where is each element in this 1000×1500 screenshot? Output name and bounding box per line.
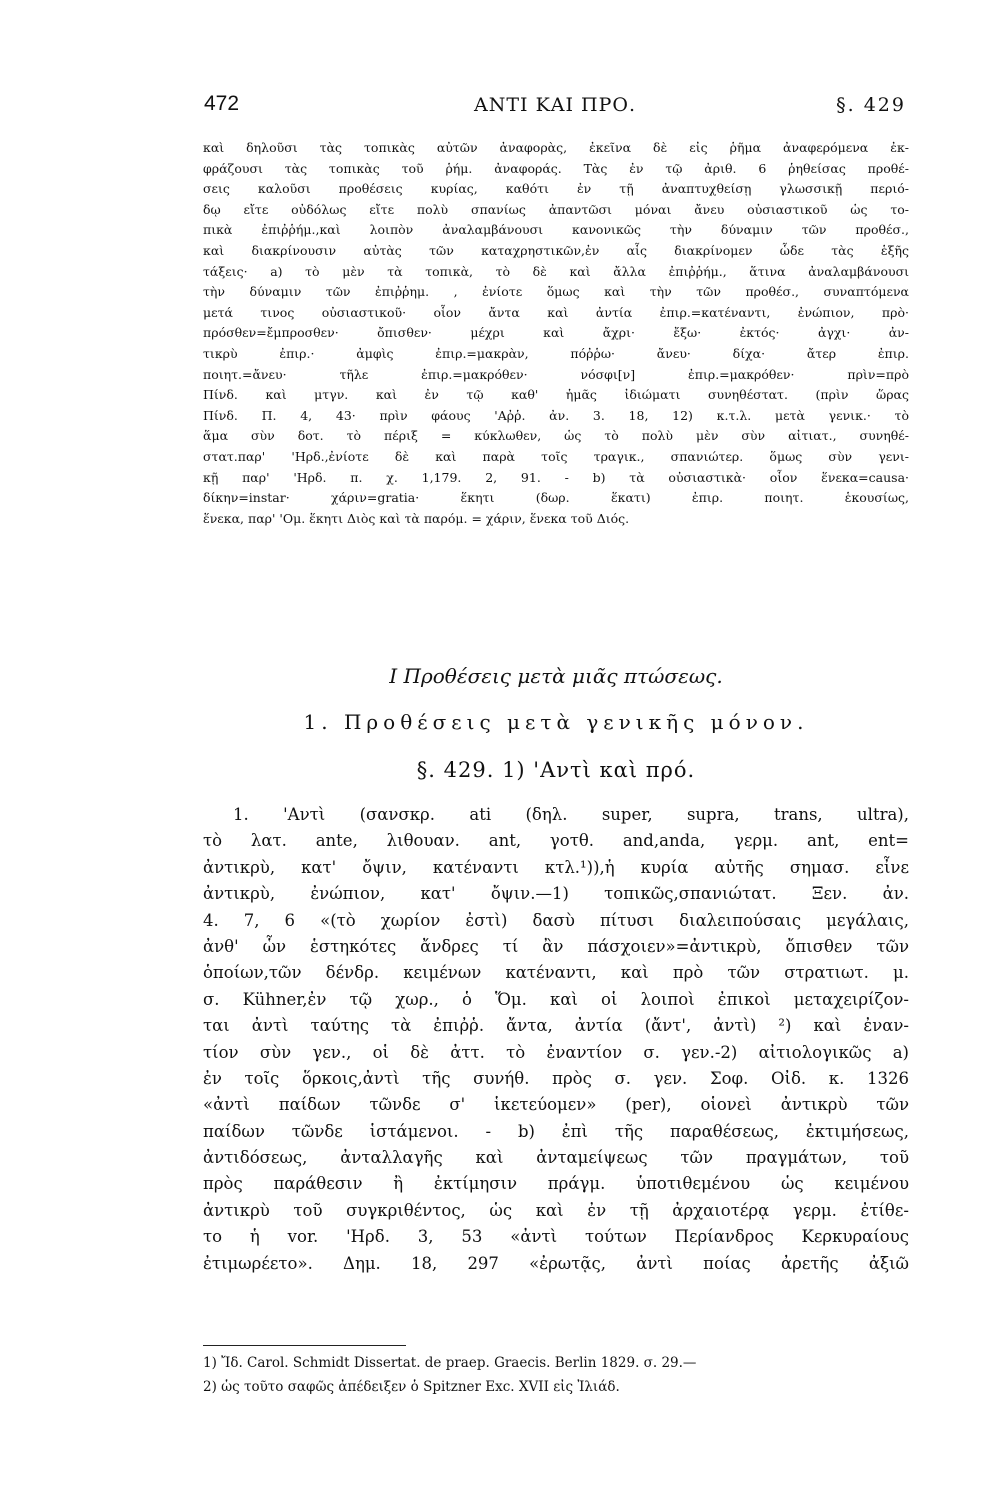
text-line: σ. Kühner,ἐν τῷ χωρ., ὁ Ὅμ. καὶ οἱ λοιποὶ ἐπικοὶ μεταχειρίζον- — [203, 989, 909, 1009]
text-line: ἐν τοῖς ὅρκοις,ἀντὶ τῆς συνήθ. πρὸς σ. γεν. Σοφ. Οἰδ. κ. 1326 — [203, 1068, 909, 1088]
page-number: 472 — [204, 92, 240, 115]
text-line: ἕνεκα, παρ' 'Ομ. ἕκητι Διὸς καὶ τὰ παρόμ. = χάριν, ἕνεκα τοῦ Διός. — [203, 510, 630, 526]
running-header — [204, 92, 906, 128]
text-line: στατ.παρ' 'Ηρδ.,ἐνίοτε δὲ καὶ παρὰ τοῖς τραγικ., σπανιώτερ. ὅμως σὺν γενι- — [203, 448, 909, 464]
text-line: σεις καλοῦσι προθέσεις κυρίας, καθότι ἐν τῇ ἀναπτυχθείσῃ γλωσσικῇ περιό- — [203, 181, 909, 197]
text-line: παίδων τῶνδε ἱστάμενοι. - b) ἐπὶ τῆς παραθέσεως, ἐκτιμήσεως, — [203, 1121, 909, 1141]
text-line: ἀντικρὺ, κατ' ὄψιν, κατέναντι κτλ.¹)),ἡ κυρία αὐτῆς σημασ. εἶνε — [203, 857, 909, 877]
text-line: ὁποίων,τῶν δένδρ. κειμένων κατέναντι, καὶ πρὸ τῶν στρατιωτ. μ. — [203, 963, 909, 983]
section-heading: §. 429. 1) 'Αντὶ καὶ πρό. — [416, 758, 696, 782]
footnote-text: 1) Ἴδ. Carol. Schmidt Dissertat. de praep. Graecis. Berlin 1829. σ. 29.— — [203, 1355, 697, 1371]
subheading: 1. Προθέσεις μετὰ γενικῆς μόνον. — [303, 710, 809, 734]
text-line: ποιητ.=ἄνευ· τῆλε ἐπιρ.=μακρόθεν· νόσφι[ν] ἐπιρ.=μακρόθεν· πρὶν=πρὸ — [203, 366, 909, 382]
running-title: ΑΝΤΙ ΚΑΙ ΠΡΟ. — [474, 94, 636, 116]
footnote-text: 2) ὡς τοῦτο σαφῶς ἀπέδειξεν ὁ Spitzner Exc. XVII εἰς Ἰλιάδ. — [203, 1379, 620, 1395]
text-line: ἀντιδόσεως, ἀνταλλαγῆς καὶ ἀνταμείψεως τῶν πραγμάτων, τοῦ — [203, 1148, 909, 1168]
text-line: τικρὺ ἐπιρ.· ἀμφὶς ἐπιρ.=μακρὰν, πόῤῥω· ἄνευ· δίχα· ἄτερ ἐπιρ. — [203, 345, 909, 361]
footnote-2 — [203, 1376, 909, 1398]
text-line: ἀνθ' ὧν ἑστηκότες ἄνδρες τί ἂν πάσχοιεν»=ἀντικρὺ, ὄπισθεν τῶν — [203, 936, 909, 956]
small-print-paragraph — [203, 138, 909, 529]
text-line: πικὰ ἐπιῤῥήμ.,καὶ λοιπὸν ἀναλαμβάνουσι κανονικῶς τὴν δύναμιν τῶν προθέσ., — [203, 222, 909, 238]
text-line: τὸ λατ. ante, λιθουαν. ant, γοτθ. and,anda, γερμ. ant, ent= — [203, 831, 909, 851]
text-line: δίκην=instar· χάριν=gratia· ἕκητι (δωρ. ἕκατι) ἐπιρ. ποιητ. ἑκουσίως, — [203, 490, 909, 506]
text-line: ται ἀντὶ ταύτης τὰ ἐπιῤῥ. ἄντα, ἀντία (ἄντ', ἀντὶ) ²) καὶ ἐναν- — [203, 1016, 909, 1036]
text-line: ἅμα σὺν δοτ. τὸ πέριξ = κύκλωθεν, ὡς τὸ πολὺ μὲν σὺν αἰτιατ., συνηθέ- — [203, 428, 909, 444]
text-line: Πίνδ. καὶ μτγν. καὶ ἐν τῷ καθ' ἡμᾶς ἰδιώματι συνηθέστατ. (πρὶν ὥρας — [203, 387, 909, 403]
text-line: δῳ εἴτε οὐδόλως εἴτε πολὺ σπανίως ἀπαντῶσι μόναι ἄνευ οὐσιαστικοῦ ὡς το- — [203, 201, 909, 217]
text-line: φράζουσι τὰς τοπικὰς τοῦ ῥήμ. ἀναφοράς. Τὰς ἐν τῷ ἀριθ. 6 ῥηθείσας προθέ- — [203, 160, 909, 176]
section-number: §. 429 — [836, 94, 906, 116]
text-line: το ἡ vor. 'Ηρδ. 3, 53 «ἀντὶ τούτων Περίανδρος Κερκυραίους — [203, 1227, 909, 1247]
text-line: μετά τινος οὐσιαστικοῦ· οἷον ἄντα καὶ ἀντία ἐπιρ.=κατέναντι, ἐνώπιον, πρὸ· — [203, 304, 909, 320]
text-line: 1. 'Αντὶ (σανσκρ. ati (δηλ. super, supra, trans, ultra), — [233, 805, 909, 824]
text-line: τὴν δύναμιν τῶν ἐπιῤῥημ. , ἐνίοτε ὅμως καὶ τὴν τῶν προθέσ., συναπτόμενα — [203, 284, 909, 300]
text-line: πρόσθεν=ἔμπροσθεν· ὄπισθεν· μέχρι καὶ ἄχρι· ἔξω· ἐκτός· ἀγχι· ἀν- — [203, 325, 909, 341]
text-line: Πίνδ. Π. 4, 43· πρὶν φάους 'Αῤῥ. ἀν. 3. 18, 12) κ.τ.λ. μετὰ γενικ.· τὸ — [203, 407, 909, 423]
text-line: ἀντικρὺ, ἐνώπιον, κατ' ὄψιν.—1) τοπικῶς,σπανιώτατ. Ξεν. ἀν. — [203, 884, 909, 904]
text-line: ἐτιμωρέετο». Δημ. 18, 297 «ἐρωτᾷς, ἀντὶ ποίας ἀρετῆς ἀξιῶ — [203, 1253, 909, 1273]
part-heading: I Προθέσεις μετὰ μιᾶς πτώσεως. — [389, 664, 723, 688]
text-line: πρὸς παράθεσιν ἢ ἐκτίμησιν πράγμ. ὑποτιθεμένου ὡς κειμένου — [203, 1174, 909, 1194]
text-line: τίον σὺν γεν., οἱ δὲ ἀττ. τὸ ἐναντίον σ. γεν.-2) αἰτιολογικῶς a) — [203, 1042, 909, 1062]
footnote-1 — [203, 1352, 909, 1374]
text-line: «ἀντὶ παίδων τῶνδε σ' ἱκετεύομεν» (per), οἱονεὶ ἀντικρὺ τῶν — [203, 1095, 909, 1115]
main-paragraph — [203, 802, 909, 1277]
text-line: κῇ παρ' 'Ηρδ. π. χ. 1,179. 2, 91. - b) τὰ οὐσιαστικὰ· οἷον ἕνεκα=causa· — [203, 469, 909, 485]
footnote-rule — [203, 1345, 406, 1346]
text-line: καὶ διακρίνουσιν αὐτὰς τῶν καταχρηστικῶν,ἐν αἷς διακρίνομεν ὧδε τὰς ἑξῆς — [203, 242, 909, 258]
text-line: τάξεις· a) τὸ μὲν τὰ τοπικὰ, τὸ δὲ καὶ ἄλλα ἐπιῤῥήμ., ἅτινα ἀναλαμβάνουσι — [203, 263, 909, 279]
text-line: καὶ δηλοῦσι τὰς τοπικὰς αὐτῶν ἀναφορὰς, ἐκεῖνα δὲ εἰς ῥῆμα ἀναφερόμενα ἐκ- — [203, 140, 909, 155]
text-line: 4. 7, 6 «(τὸ χωρίον ἐστὶ) δασὺ πίτυσι διαλειπούσαις μεγάλαις, — [203, 910, 909, 930]
text-line: ἀντικρὺ τοῦ συγκριθέντος, ὡς καὶ ἐν τῇ ἀρχαιοτέρᾳ γερμ. ἐτίθε- — [203, 1200, 909, 1220]
